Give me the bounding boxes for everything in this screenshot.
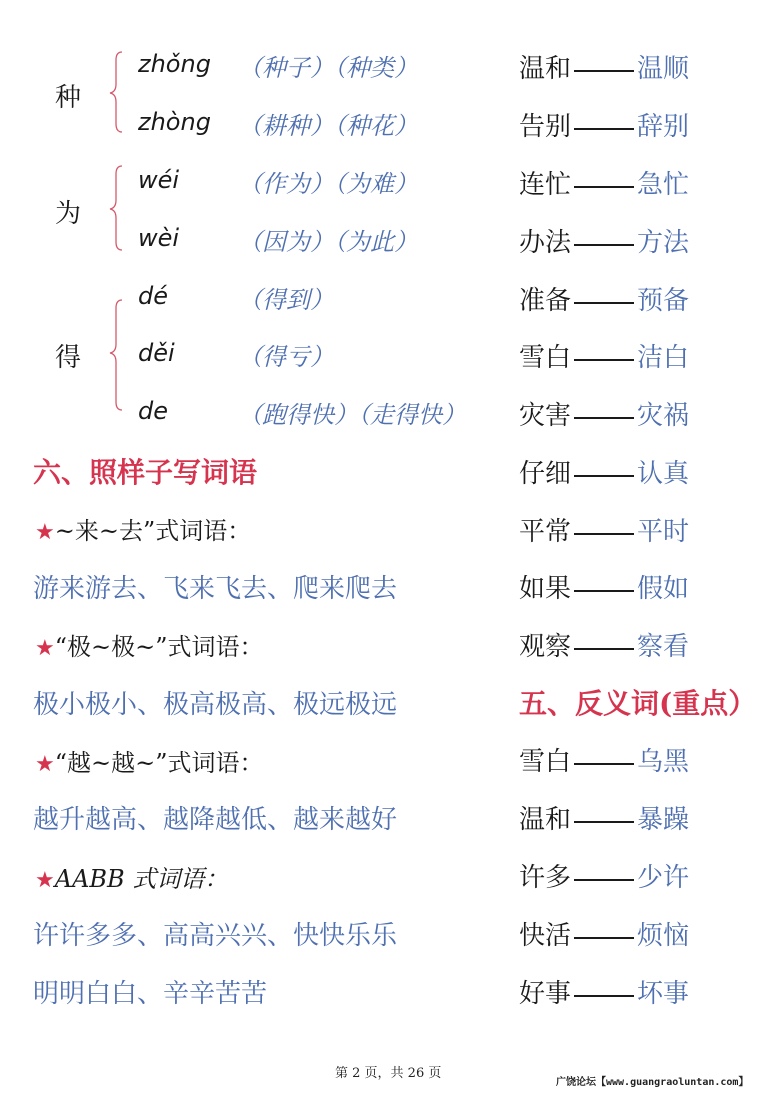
- example-words: （作为）（为难）: [238, 170, 418, 198]
- antonym-pair: 雪白 乌黑: [519, 747, 690, 777]
- example-words: （跑得快）（走得快）: [238, 401, 466, 429]
- pattern-label: ★AABB 式词语：: [35, 865, 229, 893]
- synonym-pair: 灾害 灾祸: [519, 401, 690, 431]
- pattern-words: 许许多多、高高兴兴、快快乐乐: [33, 921, 398, 951]
- synonym-pair: 雪白 洁白: [519, 343, 690, 373]
- antonym-pair: 温和 暴躁: [519, 805, 690, 835]
- example-words: （得亏）: [238, 343, 334, 371]
- star-icon: ★: [35, 752, 55, 777]
- page-number: 第 2 页，共 26 页: [335, 1066, 442, 1081]
- antonym-pair: 许多 少许: [519, 863, 690, 893]
- pinyin: dé: [138, 282, 168, 310]
- pattern-words: 越升越高、越降越低、越来越好: [33, 805, 398, 835]
- source-watermark: 广饶论坛【www.guangraoluntan.com】: [556, 1077, 749, 1088]
- polyphone-char: 为: [55, 199, 82, 229]
- example-words: （种子）（种类）: [238, 54, 418, 82]
- pinyin: wéi: [138, 166, 180, 194]
- pattern-words: 明明白白、辛辛苦苦: [33, 979, 268, 1009]
- pinyin: zhòng: [138, 108, 211, 136]
- pinyin: de: [138, 397, 168, 425]
- synonym-pair: 平常 平时: [519, 517, 690, 547]
- synonym-pair: 办法 方法: [519, 228, 690, 258]
- pinyin: zhǒng: [138, 50, 211, 78]
- example-words: （耕种）（种花）: [238, 112, 418, 140]
- star-icon: ★: [35, 868, 55, 893]
- pattern-label: ★“极~极~”式词语：: [35, 633, 264, 661]
- polyphone-char: 得: [55, 343, 82, 373]
- pinyin: děi: [138, 339, 175, 367]
- synonym-pair: 如果 假如: [519, 574, 690, 604]
- antonym-pair: 快活 烦恼: [519, 921, 690, 951]
- pattern-label: ★~来~去”式词语：: [35, 517, 252, 545]
- star-icon: ★: [35, 520, 55, 545]
- star-icon: ★: [35, 636, 55, 661]
- pinyin: wèi: [138, 224, 180, 252]
- section-heading: 五、反义词(重点）: [519, 687, 757, 720]
- example-words: （因为）（为此）: [238, 228, 418, 256]
- synonym-pair: 观察 察看: [519, 632, 690, 662]
- polyphone-char: 种: [55, 83, 82, 113]
- synonym-pair: 连忙 急忙: [519, 170, 690, 200]
- pattern-words: 游来游去、飞来飞去、爬来爬去: [33, 574, 398, 604]
- synonym-pair: 温和 温顺: [519, 54, 690, 84]
- synonym-pair: 准备 预备: [519, 286, 690, 316]
- synonym-pair: 仔细 认真: [519, 459, 690, 489]
- section-heading: 六、照样子写词语: [33, 456, 258, 489]
- example-words: （得到）: [238, 286, 334, 314]
- pattern-label: ★“越~越~”式词语：: [35, 749, 264, 777]
- pattern-words: 极小极小、极高极高、极远极远: [33, 690, 398, 720]
- antonym-pair: 好事 坏事: [519, 979, 690, 1009]
- synonym-pair: 告别 辞别: [519, 112, 690, 142]
